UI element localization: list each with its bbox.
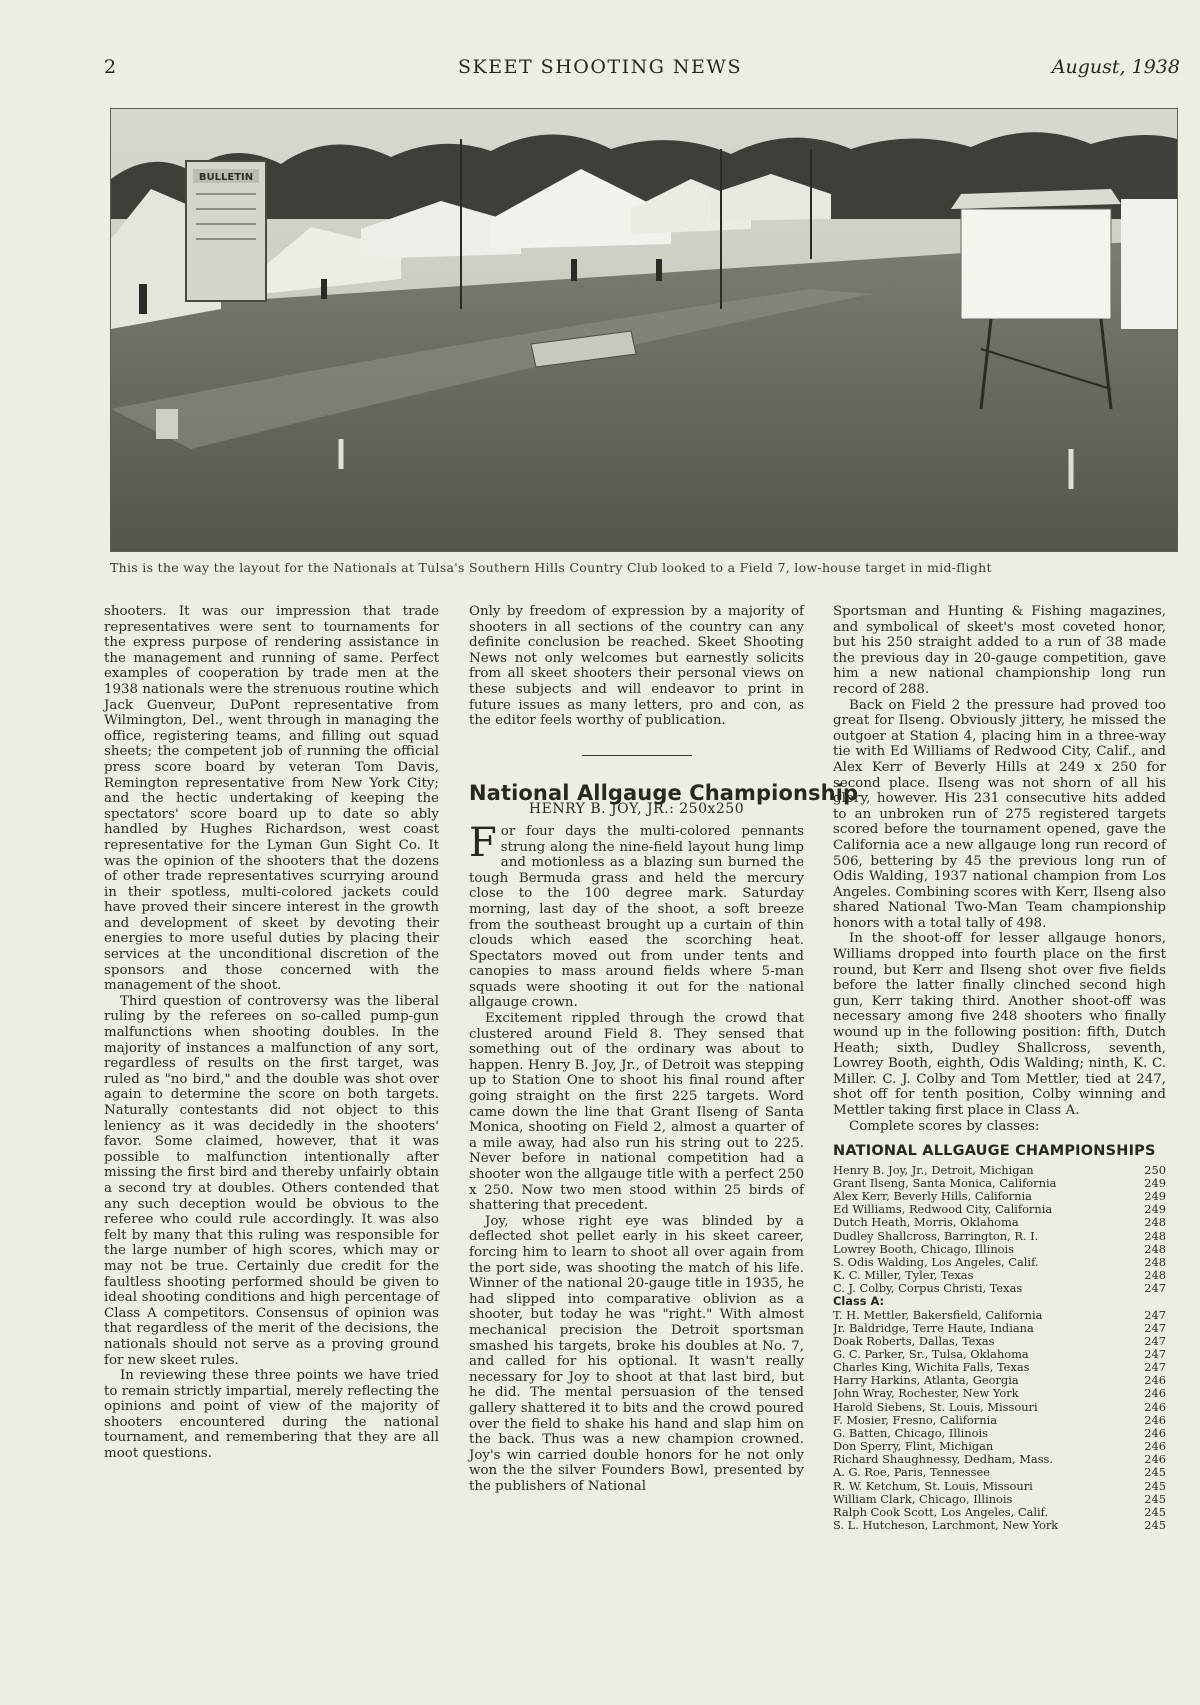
shooter-name: William Clark, Chicago, Illinois (833, 1492, 1013, 1506)
shooter-score: 248 (1144, 1228, 1166, 1243)
byline: HENRY B. JOY, JR.: 250x250 (528, 801, 745, 818)
page-number: 2 (104, 56, 117, 78)
shooter-name: G. C. Parker, Sr., Tulsa, Oklahoma (833, 1347, 1029, 1361)
shooter-score: 247 (1144, 1281, 1166, 1296)
shooter-score: 250 (1144, 1162, 1166, 1177)
score-row (833, 1322, 1166, 1335)
score-row (833, 1348, 1166, 1361)
shooter-score: 247 (1144, 1346, 1166, 1361)
shooter-name: Ed Williams, Redwood City, California (833, 1203, 1053, 1217)
photo-caption: This is the way the layout for the Nationals at Tulsa's Southern Hills Country Club looked to a Field 7, low-house target in mid-flight (110, 560, 992, 575)
shooter-score: 245 (1144, 1465, 1166, 1480)
shooter-score: 246 (1144, 1386, 1166, 1401)
shooter-name: Harry Harkins, Atlanta, Georgia (833, 1374, 1019, 1388)
paragraph: Back on Field 2 the pressure had proved too great for Ilseng. Obviously jittery, he missed the outgoer at Station 4, placing him in a three-way tie with Ed Williams of Redwood City, Calif., and Alex Kerr of Beverly Hills at 249 x 250 for second place. Ilseng was not shorn of all his glory, however. His 231 consecutive hits added to an unbroken run of 275 registered targets scored before the tournament opened, gave the California ace a new allgauge long run record of 506, bettering by 45 the previous long run of Odis Walding, 1937 national champion from Los Angeles. Combining scores with Kerr, Ilseng also shared National Two-Man Team championship honors with a total tally of 498. (833, 697, 1166, 931)
score-row (833, 1401, 1166, 1414)
shooter-score: 245 (1144, 1491, 1166, 1506)
shooter-name: R. W. Ketchum, St. Louis, Missouri (833, 1479, 1033, 1493)
paragraph: Joy, whose right eye was blinded by a deflected shot pellet early in his skeet career, forcing him to learn to shoot all over again from the port side, was shooting the match of his life. Winner of the national 20-gauge title in 1935, he had slipped into comparative oblivion as a shooter, but today he was "right." With almost mechanical precision the Detroit sportsman smashed his targets, broke his doubles at No. 7, and called for his optional. It wasn't really necessary for Joy to shoot at that last bird, but he did. The mental persuasion of the tensed gallery shattered it to bits and the crowd poured over the field to shake his hand and slap him on the back. Thus was a new champion crowned. Joy's win carried double honors for he not only won the the silver Founders Bowl, presented by the publishers of National (469, 1213, 804, 1494)
score-row (833, 1203, 1166, 1216)
shooter-score: 247 (1144, 1333, 1166, 1348)
paragraph: Sportsman and Hunting & Fishing magazines, and symbolical of skeet's most coveted honor, but his 250 straight added to a run of 38 made the previous day in 20-gauge competition, gave him a new national championship long run record of 288. (833, 604, 1166, 697)
shooter-name: C. J. Colby, Corpus Christi, Texas (833, 1282, 1023, 1296)
score-row (833, 1519, 1166, 1532)
shooter-score: 246 (1144, 1425, 1166, 1440)
score-row (833, 1177, 1166, 1190)
shooter-score: 247 (1144, 1360, 1166, 1375)
score-row (833, 1164, 1166, 1177)
score-row (833, 1335, 1166, 1348)
article-column-3 (833, 604, 1166, 1532)
article-column-1 (104, 604, 439, 1462)
shooter-name: Ralph Cook Scott, Los Angeles, Calif. (833, 1505, 1049, 1519)
score-row (833, 1309, 1166, 1322)
tournament-photo (110, 108, 1178, 552)
shooter-name: G. Batten, Chicago, Illinois (833, 1426, 988, 1440)
shooter-name: Grant Ilseng, Santa Monica, California (833, 1176, 1057, 1190)
paragraph: shooters. It was our impression that trade representatives were sent to tournaments for the express purpose of rendering assistance in the management and running of same. Perfect examples of cooperation by trade men at the 1938 nationals were the strenuous routine which Jack Guenveur, DuPont representative from Wilmington, Del., went through in managing the office, registering teams, and filling out squad sheets; the competent job of running the official press score board by veteran Tom Davis, Remington representative from New York City; and the hectic undertaking of keeping the spectators' score board up to date so ably handled by Hughes Richardson, west coast representative for the Lyman Gun Sight Co. It was the opinion of the shooters that the dozens of other trade representatives scurrying around in their spotless, multi-colored jackets could have proved their sincere interest in the growth and development of skeet by devoting their energies to more useful duties by placing their services at the unconditional discretion of the sponsors and those concerned with the management of the shoot. (104, 604, 439, 994)
shooter-score: 248 (1144, 1215, 1166, 1230)
shooter-score: 246 (1144, 1399, 1166, 1414)
shooter-name: F. Mosier, Fresno, California (833, 1413, 998, 1427)
shooter-name: Doak Roberts, Dallas, Texas (833, 1334, 995, 1348)
shooter-score: 247 (1144, 1307, 1166, 1322)
paragraph: In reviewing these three points we have tried to remain strictly impartial, merely reflecting the opinions and point of view of the majority of shooters encountered during the national tournament, and remembering that they are all moot questions. (104, 1368, 439, 1462)
shooter-name: S. Odis Walding, Los Angeles, Calif. (833, 1255, 1039, 1269)
score-row (833, 1230, 1166, 1243)
score-row (833, 1374, 1166, 1387)
shooter-score: 246 (1144, 1439, 1166, 1454)
publication-title: SKEET SHOOTING NEWS (458, 56, 742, 78)
drop-cap: F (469, 819, 497, 866)
shooter-name: Harold Siebens, St. Louis, Missouri (833, 1400, 1038, 1414)
running-header (0, 52, 1200, 86)
shooter-name: Henry B. Joy, Jr., Detroit, Michigan (833, 1163, 1034, 1177)
class-label: Class A: (833, 1294, 885, 1309)
shooter-score: 247 (1144, 1320, 1166, 1335)
section-divider (582, 755, 692, 756)
paragraph: Third question of controversy was the liberal ruling by the referees on so-called pump-gun malfunctions when shooting doubles. In the majority of instances a malfunction of any sort, regardless of results on the first target, was ruled as "no bird," and the double was shot over again to determine the score on both targets. Naturally contestants did not object to this leniency as it was decidedly in the shooters' favor. Some claimed, however, that it was possible to malfunction intentionally after missing the first bird and thereby unfairly obtain a second try at doubles. Others contended that any such deception would be obvious to the referee who could rule accordingly. It was also felt by many that this ruling was responsible for the large number of high scores, which may or may not be true. Certainly due credit for the faultless shooting performed should be given to ideal shooting conditions and high percentage of Class A competitors. Consensus of opinion was that regardless of the merit of the decisions, the nationals should not serve as a proving ground for new skeet rules. (104, 993, 439, 1368)
shooter-score: 246 (1144, 1373, 1166, 1388)
score-row (833, 1453, 1166, 1466)
bulletin-sign-text: BULLETIN (198, 172, 254, 183)
score-row (833, 1440, 1166, 1453)
shooter-score: 246 (1144, 1452, 1166, 1467)
shooter-name: K. C. Miller, Tyler, Texas (833, 1269, 974, 1283)
paragraph: Complete scores by classes: (849, 1118, 1040, 1134)
score-table (833, 1164, 1166, 1532)
shooter-name: Jr. Baldridge, Terre Haute, Indiana (833, 1321, 1034, 1335)
lead-text: or four days the multi-colored pennants strung along the nine-field layout hung limp and motionless as a blazing sun burned the tough Bermuda grass and held the mercury close to the 100 degree mark. Saturday morning, last day of the shoot, a soft breeze from the southeast brought up a curtain of thin clouds which eased the scorching heat. Spectators moved out from under tents and canopies to mass around fields where 5-man squads were shooting it out for the national allgauge crown. (469, 823, 804, 1011)
shooter-score: 249 (1144, 1175, 1166, 1190)
score-row (833, 1493, 1166, 1506)
issue-date: August, 1938 (1051, 56, 1180, 78)
paragraph: Only by freedom of expression by a majority of shooters in all sections of the country can any definite conclusion be reached. Skeet Shooting News not only welcomes but earnestly solicits from all skeet shooters their personal views on these subjects and will endeavor to print in future issues as many letters, pro and con, as the editor feels worthy of publication. (469, 604, 804, 729)
score-row (833, 1190, 1166, 1203)
shooter-score: 246 (1144, 1412, 1166, 1427)
shooter-score: 248 (1144, 1254, 1166, 1269)
shooter-name: T. H. Mettler, Bakersfield, California (833, 1308, 1043, 1322)
shooter-score: 249 (1144, 1189, 1166, 1204)
shooter-score: 248 (1144, 1241, 1166, 1256)
score-row (833, 1466, 1166, 1479)
shooter-score: 245 (1144, 1504, 1166, 1519)
section-title: National Allgauge Championship (469, 780, 859, 805)
shooter-name: S. L. Hutcheson, Larchmont, New York (833, 1519, 1059, 1532)
scores-title: NATIONAL ALLGAUGE CHAMPIONSHIPS (833, 1143, 1156, 1160)
score-row (833, 1361, 1166, 1374)
shooter-score: 249 (1144, 1202, 1166, 1217)
shooter-score: 248 (1144, 1268, 1166, 1283)
shooter-name: Dudley Shallcross, Barrington, R. I. (833, 1229, 1039, 1243)
shooter-name: A. G. Roe, Paris, Tennessee (833, 1466, 990, 1480)
shooter-name: John Wray, Rochester, New York (833, 1387, 1019, 1401)
score-row (833, 1480, 1166, 1493)
shooter-name: Alex Kerr, Beverly Hills, California (833, 1190, 1032, 1204)
score-row (833, 1269, 1166, 1282)
score-row (833, 1243, 1166, 1256)
score-row (833, 1387, 1166, 1400)
lead-paragraph (469, 819, 804, 1011)
photo-illustration (111, 109, 1177, 551)
score-row (833, 1256, 1166, 1269)
score-row (833, 1427, 1166, 1440)
paragraph: Excitement rippled through the crowd that clustered around Field 8. They sensed that something out of the ordinary was about to happen. Henry B. Joy, Jr., of Detroit was stepping up to Station One to shoot his final round after going straight on the first 225 targets. Word came down the line that Grant Ilseng of Santa Monica, shooting on Field 2, almost a quarter of a mile away, had also run his string out to 225. Never before in national competition had a shooter won the allgauge title with a perfect 250 x 250. Now two men stood within 25 birds of shattering that precedent. (469, 1011, 804, 1214)
shooter-name: Charles King, Wichita Falls, Texas (833, 1361, 1030, 1375)
score-row (833, 1506, 1166, 1519)
shooter-name: Don Sperry, Flint, Michigan (833, 1440, 994, 1454)
score-row (833, 1216, 1166, 1229)
score-row (833, 1414, 1166, 1427)
shooter-name: Dutch Heath, Morris, Oklahoma (833, 1216, 1019, 1230)
paragraph: In the shoot-off for lesser allgauge honors, Williams dropped into fourth place on the first round, but Kerr and Ilseng shot over five fields before the latter finally clinched second high gun, Kerr taking third. Another shoot-off was necessary among five 248 shooters who finally wound up in the following position: fifth, Dutch Heath; sixth, Dudley Shallcross, seventh, Lowrey Booth, eighth, Odis Walding; ninth, K. C. Miller. C. J. Colby and Tom Mettler, tied at 247, shot off for tenth position, Colby winning and Mettler taking first place in Class A. (833, 931, 1166, 1118)
shooter-name: Lowrey Booth, Chicago, Illinois (833, 1242, 1015, 1256)
shooter-name: Richard Shaughnessy, Dedham, Mass. (833, 1453, 1054, 1467)
shooter-score: 245 (1144, 1518, 1166, 1532)
shooter-score: 245 (1144, 1478, 1166, 1493)
